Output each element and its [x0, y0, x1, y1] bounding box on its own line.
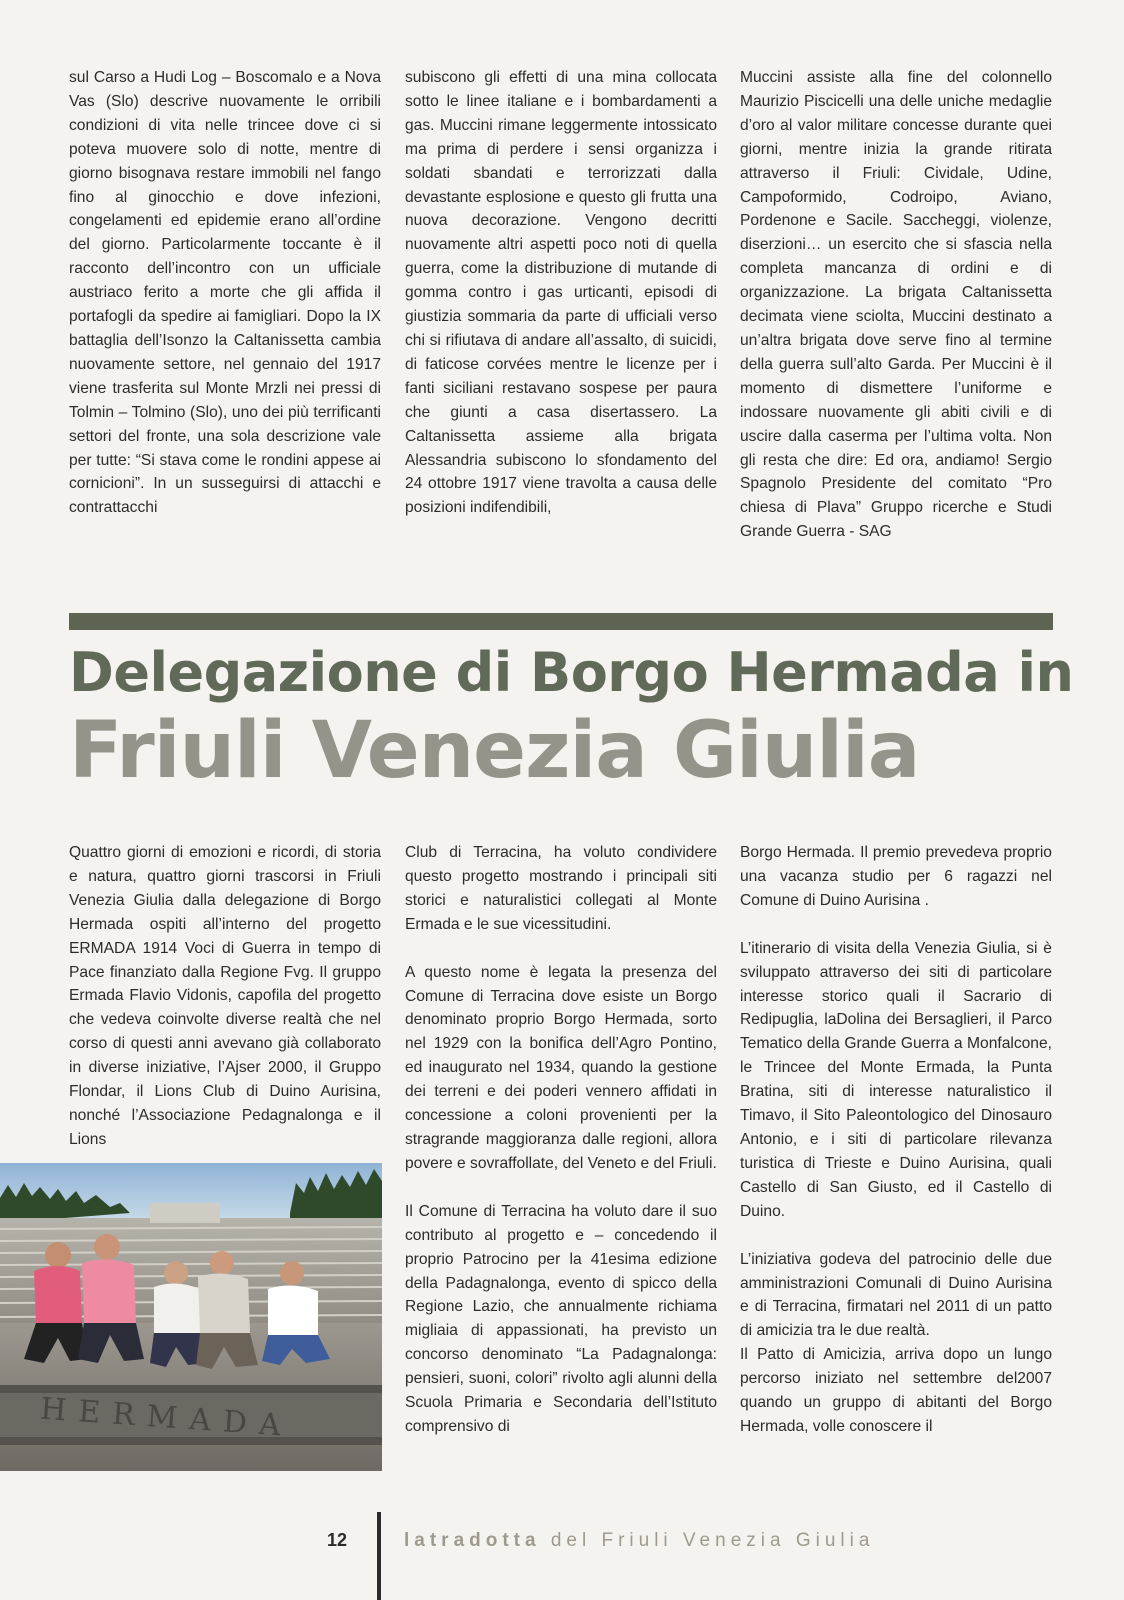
paragraph: Club di Terracina, ha voluto condividere questo progetto mostrando i principali siti storici e naturalistici collegati al Monte Ermada e le sue vicessitudini.	[405, 844, 717, 933]
section-divider-rule	[69, 613, 1053, 630]
footer-brand: latradotta	[404, 1530, 541, 1551]
article-column-1	[69, 841, 381, 1152]
footer-subtitle: del Friuli Venezia Giulia	[540, 1530, 875, 1551]
paragraph: Muccini assiste alla fine del colonnello Maurizio Piscicelli una delle uniche medaglie d’oro al valor militare concesse durante quei giorni, mentre inizia la grande ritirata attraverso il Friuli: Cividale, Udine, Campoformido, Codroipo, Aviano, Pordenone e Sacile. Saccheggi, violenze, diserzioni… un esercito che si sfascia nella completa mancanza di ordini e di organizzazione. La brigata Caltanissetta decimata viene sciolta, Muccini destinato a un’altra brigata dove serve fino al termine della guerra sull’alto Garda. Per Muccini è il momento di dismettere l’uniforme e indossare nuovamente gli abiti civili e di uscire dalla caserma per l’ultima volta. Non gli resta che dire: Ed ora, andiamo! Sergio Spagnolo Presidente del comitato “Pro chiesa di Plava” Gruppo ricerche e Studi Grande Guerra - SAG	[740, 69, 1052, 541]
paragraph: Borgo Hermada. Il premio prevedeva proprio una vacanza studio per 6 ragazzi nel Comune di Duino Aurisina .	[740, 844, 1052, 909]
headline-line-2: Friuli Venezia Giulia	[69, 706, 920, 796]
paragraph: A questo nome è legata la presenza del Comune di Terracina dove esiste un Borgo denominato proprio Borgo Hermada, sorto nel 1929 con la bonifica dell’Agro Pontino, ed inaugurato nel 1934, quando la gestione dei terreni e dei poderi vennero affidati in concessione a coloni provenienti per la stragrande maggioranza dalle regioni, allora povere e sovraffollate, del Veneto e del Friuli.	[405, 963, 717, 1172]
group-photo	[0, 1163, 382, 1471]
paragraph: Il Patto di Amicizia, arriva dopo un lungo percorso iniziato nel settembre del2007 quando un gruppo di abitanti del Borgo Hermada, volle conoscere il	[740, 1346, 1052, 1435]
footer-divider	[377, 1512, 381, 1600]
engraved-hermada-text: HERMADA	[39, 1391, 294, 1445]
article-column-3	[740, 841, 1052, 1439]
continued-article-column-2	[405, 66, 717, 552]
continued-article-column-1	[69, 66, 381, 552]
article-column-2	[405, 841, 717, 1439]
paragraph: L’iniziativa godeva del patrocinio delle due amministrazioni Comunali di Duino Aurisina e di Terracina, firmatari nel 2011 di un patto di amicizia tra le due realtà.	[740, 1250, 1052, 1340]
footer-publication-title	[404, 1530, 874, 1552]
paragraph: subiscono gli effetti di una mina collocata sotto le linee italiane e i bombardamenti a gas. Muccini rimane leggermente intossicato ma prima di perdere i sensi organizza i soldati sbandati e terrorizzati dalla devastante esplosione e questo gli frutta una nuova decorazione. Vengono decritti nuovamente altri aspetti poco noti di quella guerra, come la distribuzione di mutande di gomma contro i gas urticanti, episodi di giustizia sommaria da parte di ufficiali verso chi si rifiutava di andare all’assalto, di suicidi, di faticose corvées mentre le licenze per i fanti siciliani restavano sospese per paura che giunti a casa disertassero. La Caltanissetta assieme alla brigata Alessandria subiscono lo sfondamento del 24 ottobre 1917 viene travolta a causa delle posizioni indifendibili,	[405, 69, 717, 517]
paragraph: Quattro giorni di emozioni e ricordi, di storia e natura, quattro giorni trascorsi in Friuli Venezia Giulia dalla delegazione di Borgo Hermada ospiti all’interno del progetto ERMADA 1914 Voci di Guerra in tempo di Pace finanziato dalla Regione Fvg. Il gruppo Ermada Flavio Vidonis, capofila del progetto che vedeva coinvolte diverse realtà che nel corso di questi anni avevano già collaborato in diverse iniziative, l’Ajser 2000, il Gruppo Flondar, il Lions Club di Duino Aurisina, nonché l’Associazione Pedagnalonga e il Lions	[69, 844, 381, 1148]
paragraph: sul Carso a Hudi Log – Boscomalo e a Nova Vas (Slo) descrive nuovamente le orribili condizioni di vita nelle trincee dove ci si poteva muovere solo di notte, mentre di giorno bisognava restare immobili nel fango fino al ginocchio e dove infezioni, congelamenti ed epidemie erano all’ordine del giorno. Particolarmente toccante è il racconto dell’incontro con un ufficiale austriaco ferito a morte che gli affida il portafogli da spedire ai famigliari. Dopo la IX battaglia dell’Isonzo la Caltanissetta cambia nuovamente settore, nel gennaio del 1917 viene trasferita sul Monte Mrzli nei pressi di Tolmin – Tolmino (Slo), uno dei più terrificanti settori del fronte, una sola descrizione vale per tutte: “Si stava come le rondini appese ai cornicioni”. In un susseguirsi di attacchi e contrattacchi	[69, 69, 381, 517]
paragraph: Il Comune di Terracina ha voluto dare il suo contributo al progetto e – concedendo il proprio Patrocino per la 41esima edizione della Padagnalonga, evento di spicco della Regione Lazio, che annualmente richiama migliaia di appassionati, ha previsto un concorso denominato “La Padagnalonga: pensieri, suoni, colori” rivolto agli alunni della Scuola Primaria e Secondaria dell’Istituto comprensivo di	[405, 1202, 717, 1435]
page-number: 12	[327, 1530, 348, 1550]
paragraph: L’itinerario di visita della Venezia Giulia, si è sviluppato attraverso dei siti di particolare interesse storico quali il Sacrario di Redipuglia, laDolina dei Bersaglieri, il Parco Tematico della Grande Guerra a Monfalcone, le Trincee del Monte Ermada, la Punta Bratina, siti di interesse naturalistico il Timavo, il Sito Paleontologico del Dinosauro Antonio, e i siti di particolare rilevanza turistica di Trieste e Duino Aurisina, quali Castello di San Giusto, ed il Castello di Duino.	[740, 939, 1052, 1220]
headline-line-1: Delegazione di Borgo Hermada in	[69, 641, 1074, 704]
continued-article-column-3	[740, 66, 1052, 552]
